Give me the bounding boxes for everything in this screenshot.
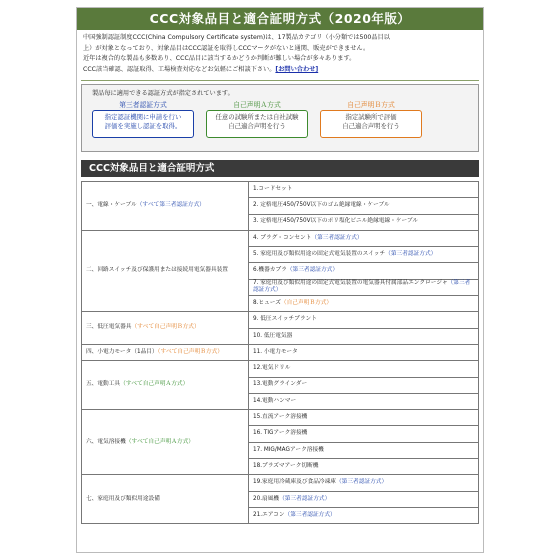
item-cell [249,312,479,328]
item-cell [249,459,479,475]
item-method-note: （第三者認証方式） [385,251,437,258]
item-name: 7. 家庭用及び類似用途の固定式電気装置の電気器具付属部品エンクロージャ [253,279,448,286]
method-line: 自己適合声明を行う [228,122,286,130]
intro-line: 近年は複合的な製品も多数あり、CCC品目に該当するかどうか判断が難しい場合が多々あります。 [83,55,356,62]
category-method-note: （すべて自己声明Ｂ方式） [131,324,200,331]
item-cell [249,426,479,442]
intro-line: 中国強制認証制度CCC(China Compulsory Certificate system)は、17製品カテゴリ（小分類では500品目以 [83,34,390,41]
item-cell [249,263,479,279]
method-label: 自己声明Ｂ方式 [347,101,395,109]
method-line: 指定試験所で評価 [345,113,397,121]
category-cell [82,475,249,524]
table-row [82,344,479,360]
method-self-declaration-a [206,100,308,138]
method-third-party [92,100,194,138]
intro-line [83,65,477,76]
category-name: 六、電気溶接機 [86,438,126,445]
category-cell [82,410,249,475]
category-name: 二、回路スイッチ及び保護用または接続用電気器具装置 [86,267,228,274]
item-cell [249,182,479,198]
item-name: 21.エアコン [253,511,285,518]
item-name: 14.電動ハンマー [253,397,297,404]
category-method-note: （すべて第三者認証方式） [136,202,205,209]
table-row [82,230,479,246]
item-cell [249,475,479,491]
method-line: 指定認証機関に申請を行い [104,113,182,121]
method-label: 第三者認証方式 [119,101,167,109]
category-method-note: （すべて自己声明Ａ方式） [120,381,189,388]
item-cell [249,214,479,230]
item-name: 5. 家庭用及び類似用途の固定式電気装置のスイッチ [253,251,386,258]
method-line: 評価を実施し認証を取得。 [104,122,182,130]
item-name: 3. 定格電圧450/750V以下のポリ塩化ビニル絶縁電線・ケーブル [253,218,419,225]
category-name: 三、低圧電気器具 [86,324,132,331]
page-title: CCC対象品目と適合証明方式（2020年版） [77,8,483,30]
item-method-note: （第三者認証方式） [279,495,331,502]
document-frame [76,7,484,553]
category-name: 一、電線・ケーブル [86,202,137,209]
item-cell [249,296,479,312]
category-name: 四、小電力モータ（1品目） [86,348,158,355]
certification-methods-box [81,84,479,152]
method-description [206,110,308,138]
item-cell [249,377,479,393]
item-name: 8.ヒューズ [253,299,281,306]
item-cell [249,442,479,458]
item-name: 6.機器カプラ [253,267,287,274]
section-header: CCC対象品目と適合証明方式 [81,160,479,177]
intro-line: 上）が対象となっており、対象品目はCCC認証を取得しCCCマークがないと通関、販売ができません。 [83,44,370,52]
category-name: 七、家庭用及び類似用途設備 [86,495,160,502]
divider [81,80,479,81]
methods-caption: 製品毎に適用できる認証方式が指定されています。 [92,90,234,97]
item-cell [249,491,479,507]
item-cell [249,198,479,214]
item-name: 2. 定格電圧450/750V以下のゴム絶縁電線・ケーブル [253,202,390,209]
ccc-items-table [81,181,479,524]
category-cell [82,344,249,360]
item-cell [249,361,479,377]
table-row [82,475,479,491]
item-cell [249,393,479,409]
method-description [320,110,422,138]
item-method-note: （第三者認証方式） [335,479,388,486]
item-name: 9. 低圧スイッチプラント [253,316,317,323]
intro-text [77,30,483,77]
item-name: 15.直流アーク溶接機 [253,414,308,421]
method-label: 自己声明Ａ方式 [233,101,281,109]
intro-line-text: CCC該当確認、認証取得、工場検査対応などお気軽にご相談下さい。 [83,65,276,73]
item-cell [249,507,479,523]
item-name: 13.電動グラインダー [253,381,308,388]
item-method-note: （第三者認証方式） [253,279,471,294]
item-name: 17. MIG/MAGアーク溶接機 [253,446,324,453]
item-name: 4. プラグ・コンセント [253,234,312,241]
item-name: 19.家庭用冷蔵庫及び食品冷凍庫 [253,479,336,486]
item-cell [249,344,479,360]
item-cell [249,328,479,344]
method-description [92,110,194,138]
contact-link[interactable]: [お問い合わせ] [275,65,319,73]
item-name: 20.扇風機 [253,495,280,502]
item-method-note: （第三者認証方式） [311,234,363,241]
item-method-note: （自己声明Ｂ方式） [280,299,333,306]
item-method-note: （第三者認証方式） [284,511,336,518]
category-cell [82,230,249,311]
category-method-note: （すべて自己声明Ｂ方式） [157,348,223,355]
method-self-declaration-b [320,100,422,138]
item-name: 18.プラズマアーク切断機 [253,462,319,469]
category-cell [82,182,249,231]
item-name: 12.電気ドリル [253,365,291,372]
category-cell [82,361,249,410]
category-cell [82,312,249,345]
item-cell [249,410,479,426]
item-method-note: （第三者認証方式） [286,267,339,274]
table-row [82,410,479,426]
method-line: 任意の試験所または自社試験 [215,113,299,121]
item-cell [249,230,479,246]
item-name: 1.コードセット [253,185,293,192]
method-line: 自己適合声明を行う [342,122,400,130]
table-row [82,312,479,328]
item-name: 10. 低圧電気器 [253,332,293,339]
table-row [82,361,479,377]
item-name: 16. TIGアーク溶接機 [253,430,308,437]
category-method-note: （すべて自己声明Ａ方式） [125,438,194,445]
category-name: 五、電動工具 [86,381,121,388]
item-cell [249,279,479,295]
item-cell [249,247,479,263]
item-name: 11. 小電力モータ [253,348,298,355]
table-row [82,182,479,198]
